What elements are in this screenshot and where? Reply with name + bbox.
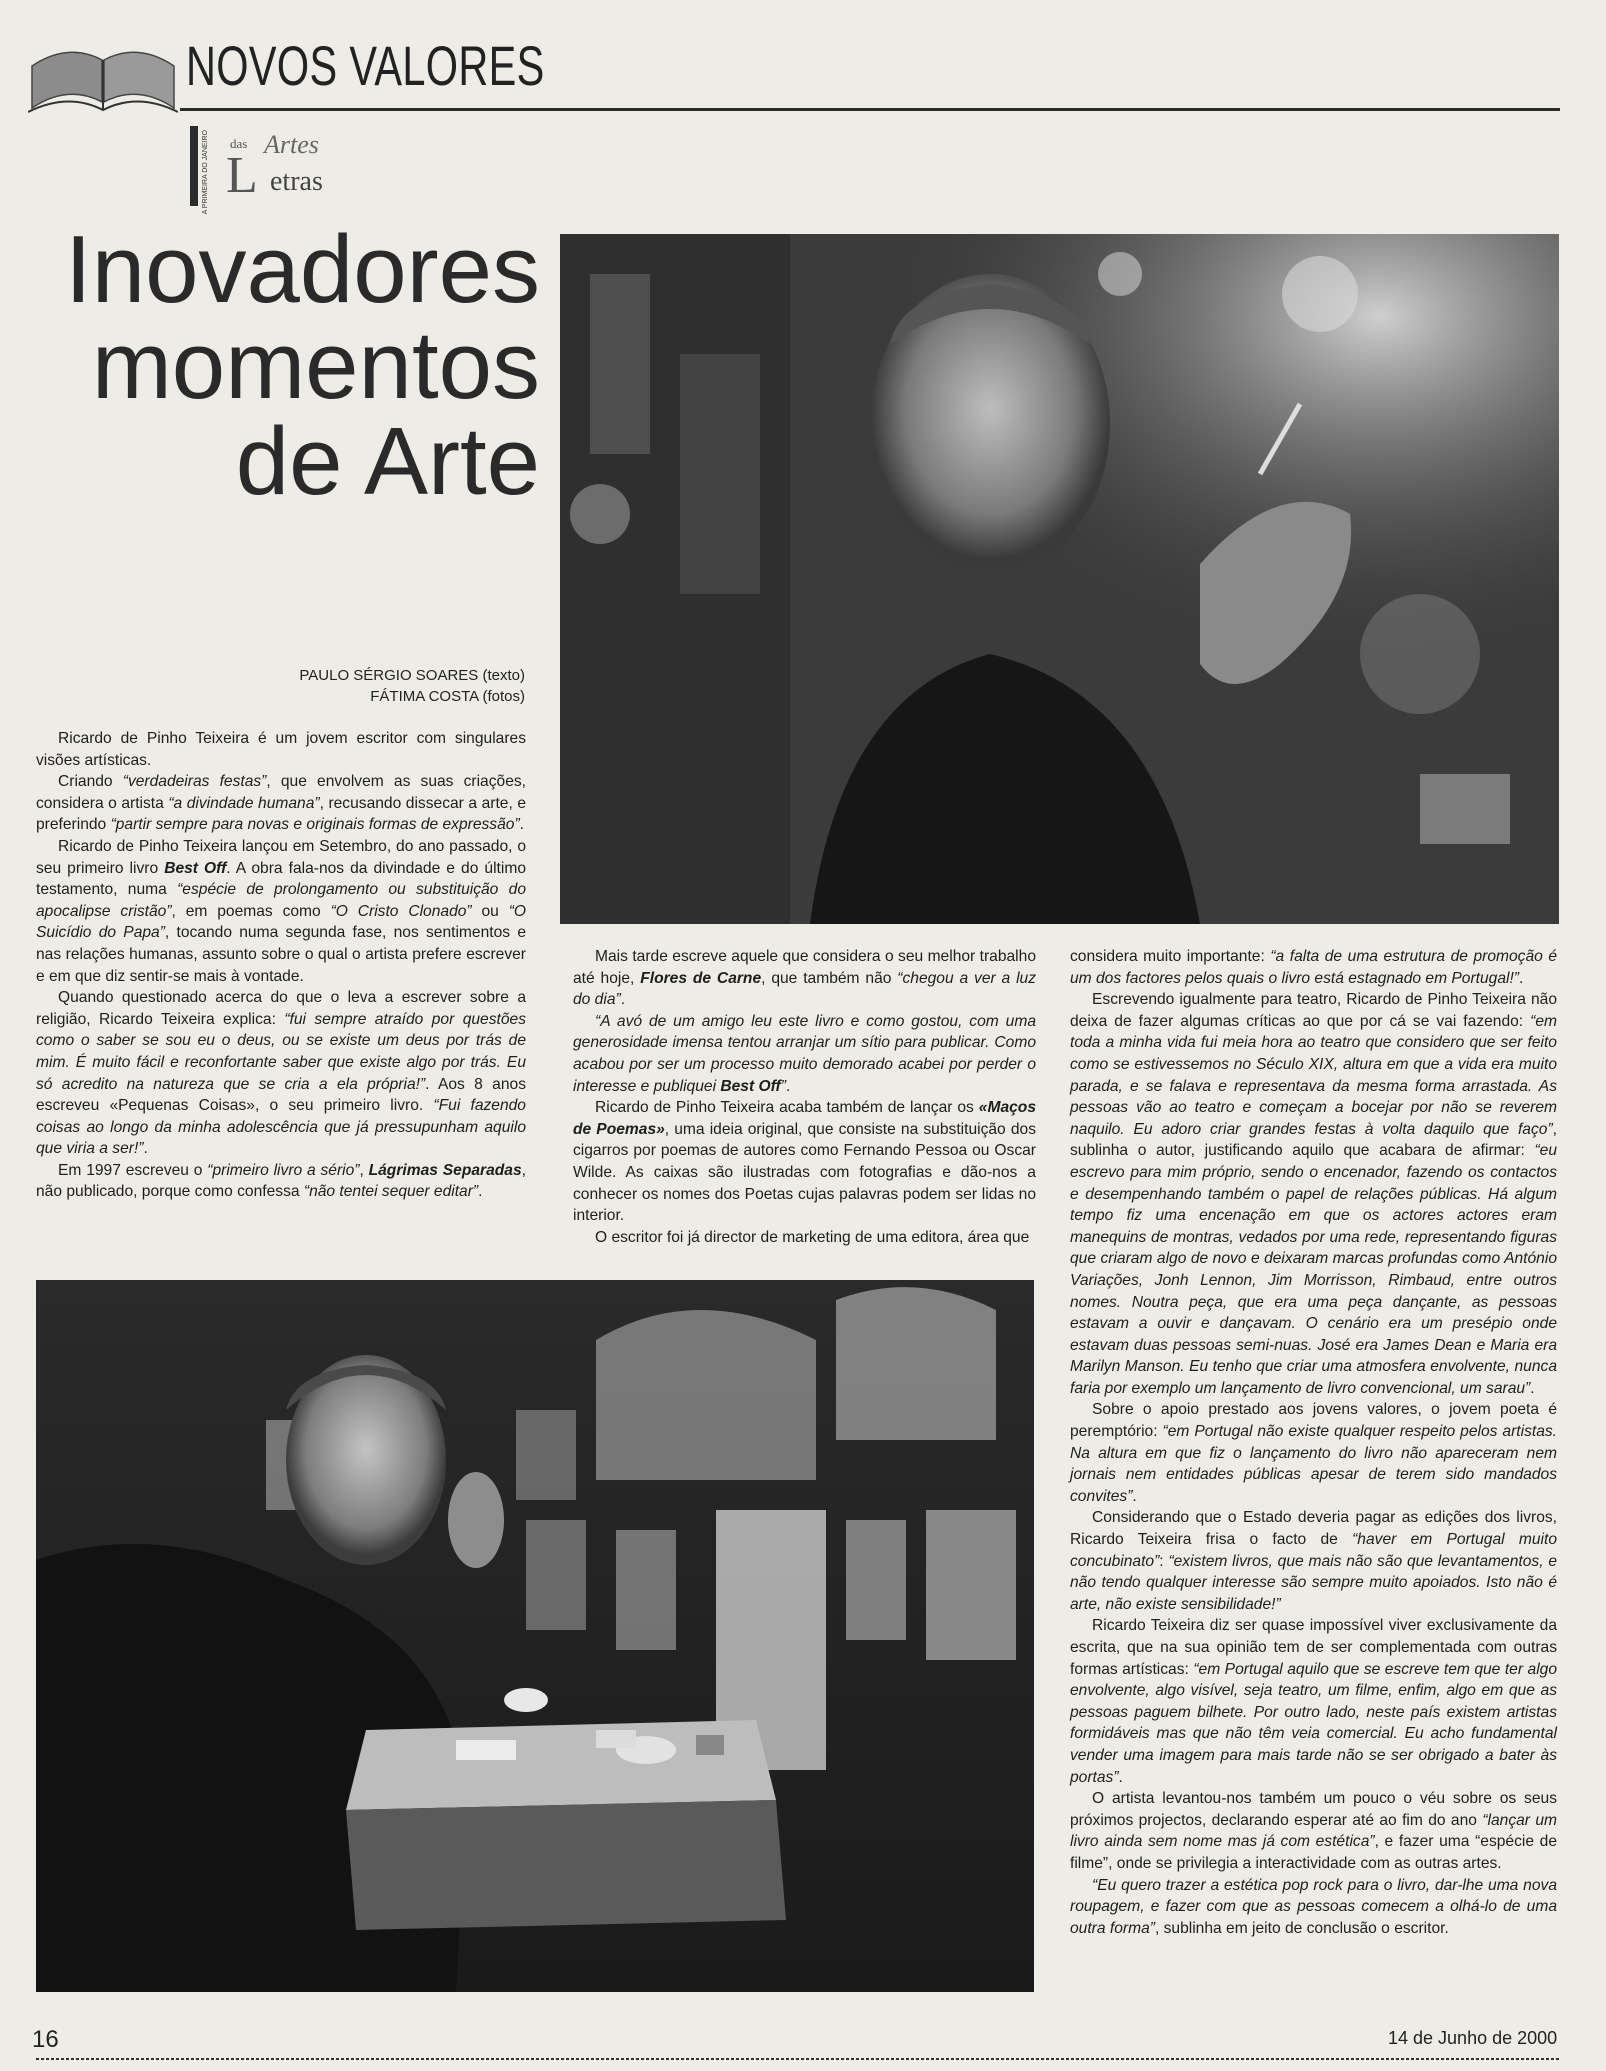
header-rule — [180, 108, 1560, 111]
logo-etras: etras — [270, 166, 323, 197]
column-1: Ricardo de Pinho Teixeira é um jovem escritor com singulares visões artísticas. Criando “verdadeiras festas”, que envolvem as suas criações, considera o artista “a divindade humana”, recusando dissecar a arte, e preferindo “partir sempre para novas e originais formas de expressão”. Ricardo de Pinho Teixeira lançou em Setembro, do ano passado, o seu primeiro livro Best Off. A obra fala-nos da divindade e do último testamento, numa “espécie de prolongamento ou substituição do apocalipse cristão”, em poemas como “O Cristo Clonado” ou “O Suicídio do Papa”, tocando numa segunda fase, nos sentimentos e nas relações humanas, assunto sobre o qual o artista prefere escrever e em que diz sentir-se mais à vontade. Quando questionado acerca do que o leva a escrever sobre a religião, Ricardo Teixeira explica: “fui sempre atraído por questões como o saber se sou eu o deus, ou se existe um deus por trás de mim. É muito fácil e reconfortante saber que existe algo por trás. Eu só acredito na natureza que se cria a ela própria!”. Aos 8 anos escreveu «Pequenas Coisas», o seu primeiro livro. “Fui fazendo coisas ao longo da minha adolescência que já pressupunham aquilo que viria a ser!”. Em 1997 escreveu o “primeiro livro a sério”, Lágrimas Separadas, não publicado, porque como confessa “não tentei sequer editar”. — [36, 730, 527, 1201]
supplement-logo — [190, 126, 350, 216]
logo-das: das — [230, 136, 248, 151]
issue-date: 14 de Junho de 2000 — [1388, 2028, 1558, 2048]
logo-vertical-text: A PRIMEIRA DO JANEIRO — [202, 130, 209, 215]
footer-rule — [36, 2058, 1559, 2060]
page-number: 16 — [32, 2026, 59, 2053]
column-3: considera muito importante: “a falta de uma estrutura de promoção é um dos factores pelos quais o livro está estagnado em Portugal!”. Escrevendo igualmente para teatro, Ricardo de Pinho Teixeira não deixa de fazer algumas críticas ao que por cá se vai fazendo: “em toda a minha vida fui meia hora ao teatro que considero que ser feito como se estivessemos no Século XIX, altura em que a vida era muito parada, e se falava e representava da mesma forma arrastada. As pessoas vão ao teatro e começam a bocejar por não se reverem naquilo. Eu adoro criar grandes festas à volta daquilo que faço”, sublinha o autor, justificando aquilo que acabara de afirmar: “eu escrevo para mim próprio, sendo o encenador, fazendo os contactos e desempenhando também o papel de relações públicas. Há algum tempo fiz uma encenação em que os actores actores eram manequins de montras, vedados por uma rede, representando figuras que criaram algo de novo e deixaram marcas profundas como António Variações, Jonh Lennon, Jim Morrisson, Rimbaud, entre outros nomes. Noutra peça, que era uma peça dançante, as pessoas estavam a ouvir e dançavam. O cenário era um presépio onde estavam duas pessoas semi-nuas. José era James Dean e Maria era Marilyn Manson. Eu tenho que criar uma atmosfera envolvente, nunca faria por exemplo um lançamento de livro convencional, um sarau”. Sobre o apoio prestado aos jovens valores, o jovem poeta é peremptório: “em Portugal não existe qualquer respeito pelos artistas. Na altura em que fiz o lançamento do livro não apareceram nem jornais nem entidades públicas apesar de terem sido mandados convites”. Considerando que o Estado deveria pagar as edições dos livros, Ricardo Teixeira frisa o facto de “haver em Portugal muito concubinato”: “existem livros, que mais não são que levantamentos, e não tendo qualquer interesse são sempre muito apoiados. Isto não é arte, não existe sensibilidade!” Ricardo Teixeira diz ser quase impossível viver exclusivamente da escrita, que na sua opinião tem de ser complementada com outras formas artísticas: “em Portugal aquilo que se escreve tem que ter algo envolvente, algo visível, seja teatro, um filme, enfim, algo em que as pessoas paguem bilhete. Por outro lado, neste país existem artistas formidáveis mas que não têm veia comercial. Eu acho fundamental vender uma imagem para mais tarde não se ser obrigado a bater às portas”. O artista levantou-nos também um pouco o véu sobre os seus próximos projectos, declarando esperar até ao fim do ano “lançar um livro ainda sem nome mas já com estética”, e fazer uma “espécie de filme”, onde se privilegia a interactividade com as outras artes. “Eu quero trazer a estética pop rock para o livro, dar-lhe uma nova roupagem, e fazer com que as pessoas comecem a olhá-lo de uma outra forma”, sublinha em jeito de conclusão o escritor. — [1070, 948, 1558, 1937]
column-2: Mais tarde escreve aquele que considera o seu melhor trabalho até hoje, Flores de Carne, que também não “chegou a ver a luz do dia”. “A avó de um amigo leu este livro e como gostou, com uma generosidade imensa tentou arranjar um sítio para publicar. Como acabou por ser um processo muito demorado acabei por perder o interesse e publiquei Best Off”. Ricardo de Pinho Teixeira acaba também de lançar os «Maços de Poemas», uma ideia original, que consiste na substituição dos cigarros por poemas de autores como Fernando Pessoa ou Oscar Wilde. As caixas são ilustradas com fotografias e dão-nos a conhecer os nomes dos Poetas cujas palavras podem ser lidas no interior. O escritor foi já director de marketing de uma editora, área que — [573, 948, 1037, 1246]
open-book-icon — [28, 44, 178, 116]
portrait-photo — [560, 234, 1559, 924]
logo-L: L — [226, 147, 258, 204]
article-headline — [50, 216, 540, 515]
cafe-photo — [36, 1280, 1034, 1992]
headline-line: Inovadores — [65, 216, 540, 323]
headline-line: de Arte — [235, 408, 540, 515]
byline-photo-author: FÁTIMA COSTA (fotos) — [370, 688, 525, 705]
byline-text-author: PAULO SÉRGIO SOARES (texto) — [299, 667, 525, 684]
headline-line: momentos — [91, 312, 540, 419]
logo-bar — [190, 126, 198, 206]
section-title: NOVOS VALORES — [186, 34, 545, 97]
logo-artes: Artes — [264, 130, 319, 159]
byline — [220, 665, 525, 707]
